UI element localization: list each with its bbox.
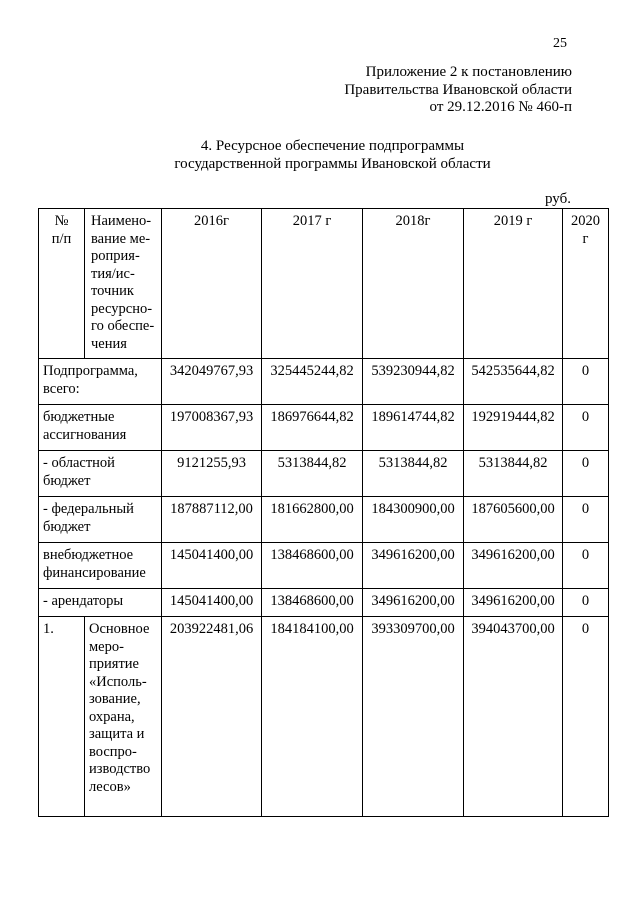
section-title-line: государственной программы Ивановской области	[174, 156, 491, 172]
table-row	[39, 451, 609, 497]
value-2020: 0	[563, 543, 609, 589]
header-name-line: Наимено-	[91, 213, 152, 229]
header-2017: 2017 г	[262, 209, 363, 359]
header-name-line: тия/ис-	[91, 265, 135, 282]
value-2016: 197008367,93	[162, 405, 262, 451]
activity-name-line: приятие	[89, 656, 139, 672]
header-number-line: п/п	[51, 230, 72, 247]
value-2016: 145041400,00	[162, 589, 262, 617]
value-2018: 5313844,82	[363, 451, 464, 497]
header-2016: 2016г	[162, 209, 262, 359]
appendix-line: Правительства Ивановской области	[344, 81, 572, 98]
appendix-line: Приложение 2 к постановлению	[365, 64, 572, 80]
header-name	[85, 209, 162, 359]
section-title	[0, 137, 640, 173]
value-2019: 192919444,82	[464, 405, 563, 451]
value-2017: 186976644,82	[262, 405, 363, 451]
value-2018: 189614744,82	[363, 405, 464, 451]
section-title-line: 4. Ресурсное обеспечение подпрограммы	[200, 138, 465, 154]
header-number	[39, 209, 85, 359]
value-2020: 0	[563, 589, 609, 617]
value-2016: 145041400,00	[162, 543, 262, 589]
value-2017: 5313844,82	[262, 451, 363, 497]
appendix-heading	[272, 64, 572, 117]
value-2018: 349616200,00	[363, 543, 464, 589]
value-2017: 184184100,00	[262, 617, 363, 817]
value-2019: 5313844,82	[464, 451, 563, 497]
header-name-line: го обеспе-	[91, 318, 155, 334]
funding-table	[38, 208, 609, 817]
page-number: 25	[553, 36, 567, 51]
row-label: Подпрограмма, всего:	[39, 359, 162, 405]
header-name-line: вание ме-	[91, 230, 151, 247]
header-2020: 2020 г	[563, 209, 609, 359]
table-row	[39, 497, 609, 543]
value-2016: 203922481,06	[162, 617, 262, 817]
value-2018: 539230944,82	[363, 359, 464, 405]
header-name-line: роприя-	[91, 248, 140, 264]
header-2019: 2019 г	[464, 209, 563, 359]
row-label: внебюджетное финансирование	[39, 543, 162, 589]
row-label: бюджетные ассигнования	[39, 405, 162, 451]
activity-name-line: воспро-	[89, 743, 137, 760]
activity-name-line: «Исполь-	[89, 673, 147, 690]
row-label: - областной бюджет	[39, 451, 162, 497]
table-header-row	[39, 209, 609, 359]
table-row	[39, 543, 609, 589]
activity-name-line: зование,	[89, 691, 141, 707]
activity-name	[85, 617, 162, 817]
activity-row	[39, 617, 609, 817]
header-name-line: точник	[91, 283, 134, 299]
table-row	[39, 405, 609, 451]
header-name-line: чения	[91, 335, 127, 352]
value-2020: 0	[563, 497, 609, 543]
header-2018: 2018г	[363, 209, 464, 359]
value-2018: 393309700,00	[363, 617, 464, 817]
activity-name-line: меро-	[89, 638, 124, 655]
value-2017: 138468600,00	[262, 589, 363, 617]
table-row	[39, 589, 609, 617]
value-2018: 349616200,00	[363, 589, 464, 617]
activity-name-line: лесов»	[89, 778, 131, 795]
value-2020: 0	[563, 405, 609, 451]
value-2017: 325445244,82	[262, 359, 363, 405]
value-2019: 394043700,00	[464, 617, 563, 817]
activity-name-line: Основное	[89, 621, 150, 637]
appendix-line: от 29.12.2016 № 460-п	[429, 99, 572, 115]
value-2017: 181662800,00	[262, 497, 363, 543]
value-2019: 542535644,82	[464, 359, 563, 405]
row-label: - арендаторы	[39, 589, 162, 617]
value-2019: 349616200,00	[464, 589, 563, 617]
value-2019: 187605600,00	[464, 497, 563, 543]
row-label: - федеральный бюджет	[39, 497, 162, 543]
value-2018: 184300900,00	[363, 497, 464, 543]
table-row	[39, 359, 609, 405]
value-2017: 138468600,00	[262, 543, 363, 589]
activity-name-line: изводство	[89, 761, 151, 777]
currency-unit: руб.	[545, 191, 571, 207]
activity-name-line: защита и	[89, 726, 145, 742]
activity-number: 1.	[39, 617, 85, 817]
value-2016: 342049767,93	[162, 359, 262, 405]
value-2019: 349616200,00	[464, 543, 563, 589]
value-2020: 0	[563, 359, 609, 405]
header-name-line: ресурсно-	[91, 300, 153, 317]
value-2016: 9121255,93	[162, 451, 262, 497]
activity-name-line: охрана,	[89, 708, 135, 725]
value-2020: 0	[563, 617, 609, 817]
value-2016: 187887112,00	[162, 497, 262, 543]
value-2020: 0	[563, 451, 609, 497]
header-number-line: №	[54, 213, 69, 229]
